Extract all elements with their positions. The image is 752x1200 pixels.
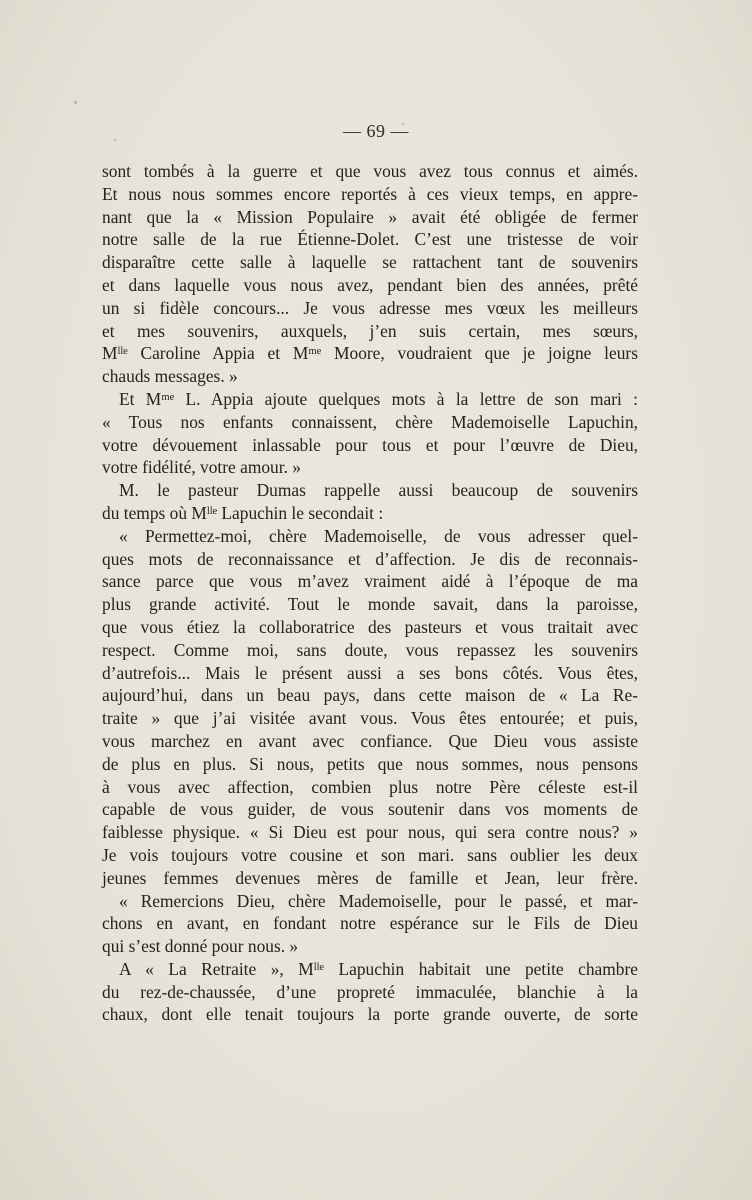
text-line: A « La Retraite », Mˡˡᵉ Lapuchin habitait une petite chambre bbox=[119, 958, 638, 979]
text-line: et mes souvenirs, auxquels, j’en suis certain, mes sœurs, bbox=[102, 320, 638, 341]
text-line: aujourd’hui, dans un beau pays, dans cette maison de « La Re- bbox=[102, 685, 638, 706]
text-line: d’autrefois... Mais le présent aussi a ses bons côtés. Vous êtes, bbox=[102, 662, 638, 683]
text-line: Mˡˡᵉ Caroline Appia et Mᵐᵉ Moore, voudraient que je joigne leurs bbox=[102, 343, 638, 364]
text-line: M. le pasteur Dumas rappelle aussi beaucoup de souvenirs bbox=[119, 480, 638, 501]
text-line: plus grande activité. Tout le monde savait, dans la paroisse, bbox=[102, 594, 638, 615]
text-line: chons en avant, en fondant notre espérance sur le Fils de Dieu bbox=[102, 913, 638, 934]
text-line: « Tous nos enfants connaissent, chère Mademoiselle Lapuchin, bbox=[102, 411, 638, 432]
text-line: du temps où Mˡˡᵉ Lapuchin le secondait : bbox=[102, 502, 384, 523]
text-line: jeunes femmes devenues mères de famille et Jean, leur frère. bbox=[102, 867, 638, 888]
text-line: chaux, dont elle tenait toujours la porte grande ouverte, de sorte bbox=[102, 1004, 638, 1025]
text-line: sont tombés à la guerre et que vous avez tous connus et aimés. bbox=[102, 161, 638, 181]
text-line: de plus en plus. Si nous, petits que nous sommes, nous pensons bbox=[102, 753, 638, 774]
text-line: respect. Comme moi, sans doute, vous repassez les souvenirs bbox=[102, 639, 638, 660]
text-line: traite » que j’ai visitée avant vous. Vous êtes entourée; et puis, bbox=[102, 708, 638, 729]
text-line: votre dévouement inlassable pour tous et pour l’œuvre de Dieu, bbox=[102, 434, 638, 455]
text-line: « Permettez-moi, chère Mademoiselle, de vous adresser quel- bbox=[119, 525, 638, 546]
text-line: à vous avec affection, combien plus notre Père céleste est-il bbox=[102, 776, 638, 797]
text-line: « Remercions Dieu, chère Mademoiselle, pour le passé, et mar- bbox=[119, 890, 638, 911]
text-line: qui s’est donné pour nous. » bbox=[102, 936, 299, 957]
body-text bbox=[102, 160, 638, 1026]
text-line: capable de vous guider, de vous soutenir dans vos moments de bbox=[102, 799, 638, 820]
text-line: notre salle de la rue Étienne-Dolet. C’est une tristesse de voir bbox=[102, 229, 638, 250]
text-line: chauds messages. » bbox=[102, 366, 238, 387]
text-line: sance parce que vous m’avez vraiment aidé à l’époque de ma bbox=[102, 571, 638, 592]
text-line: votre fidélité, votre amour. » bbox=[102, 457, 301, 478]
text-line: un si fidèle concours... Je vous adresse mes vœux les meilleurs bbox=[102, 297, 638, 318]
text-line: Et Mᵐᵉ L. Appia ajoute quelques mots à la lettre de son mari : bbox=[119, 388, 638, 409]
text-line: Je vois toujours votre cousine et son mari. sans oublier les deux bbox=[102, 844, 638, 865]
text-line: faiblesse physique. « Si Dieu est pour nous, qui sera contre nous? » bbox=[102, 822, 638, 843]
text-line: du rez-de-chaussée, d’une propreté immaculée, blanchie à la bbox=[102, 981, 638, 1002]
text-line: que vous étiez la collaboratrice des pasteurs et vous traitait avec bbox=[102, 616, 638, 637]
text-line: Et nous nous sommes encore reportés à ces vieux temps, en appre- bbox=[102, 183, 638, 204]
text-line: nant que la « Mission Populaire » avait été obligée de fermer bbox=[102, 206, 638, 227]
text-line: ques mots de reconnaissance et d’affection. Je dis de reconnais- bbox=[102, 548, 638, 569]
paper-speck bbox=[74, 101, 77, 104]
text-line: vous marchez en avant avec confiance. Que Dieu vous assiste bbox=[102, 730, 638, 751]
text-line: et dans laquelle vous nous avez, pendant bien des années, prêté bbox=[102, 274, 638, 295]
text-line: disparaître cette salle à laquelle se rattachent tant de souvenirs bbox=[102, 252, 638, 273]
page-number: — 69 — bbox=[343, 121, 409, 141]
